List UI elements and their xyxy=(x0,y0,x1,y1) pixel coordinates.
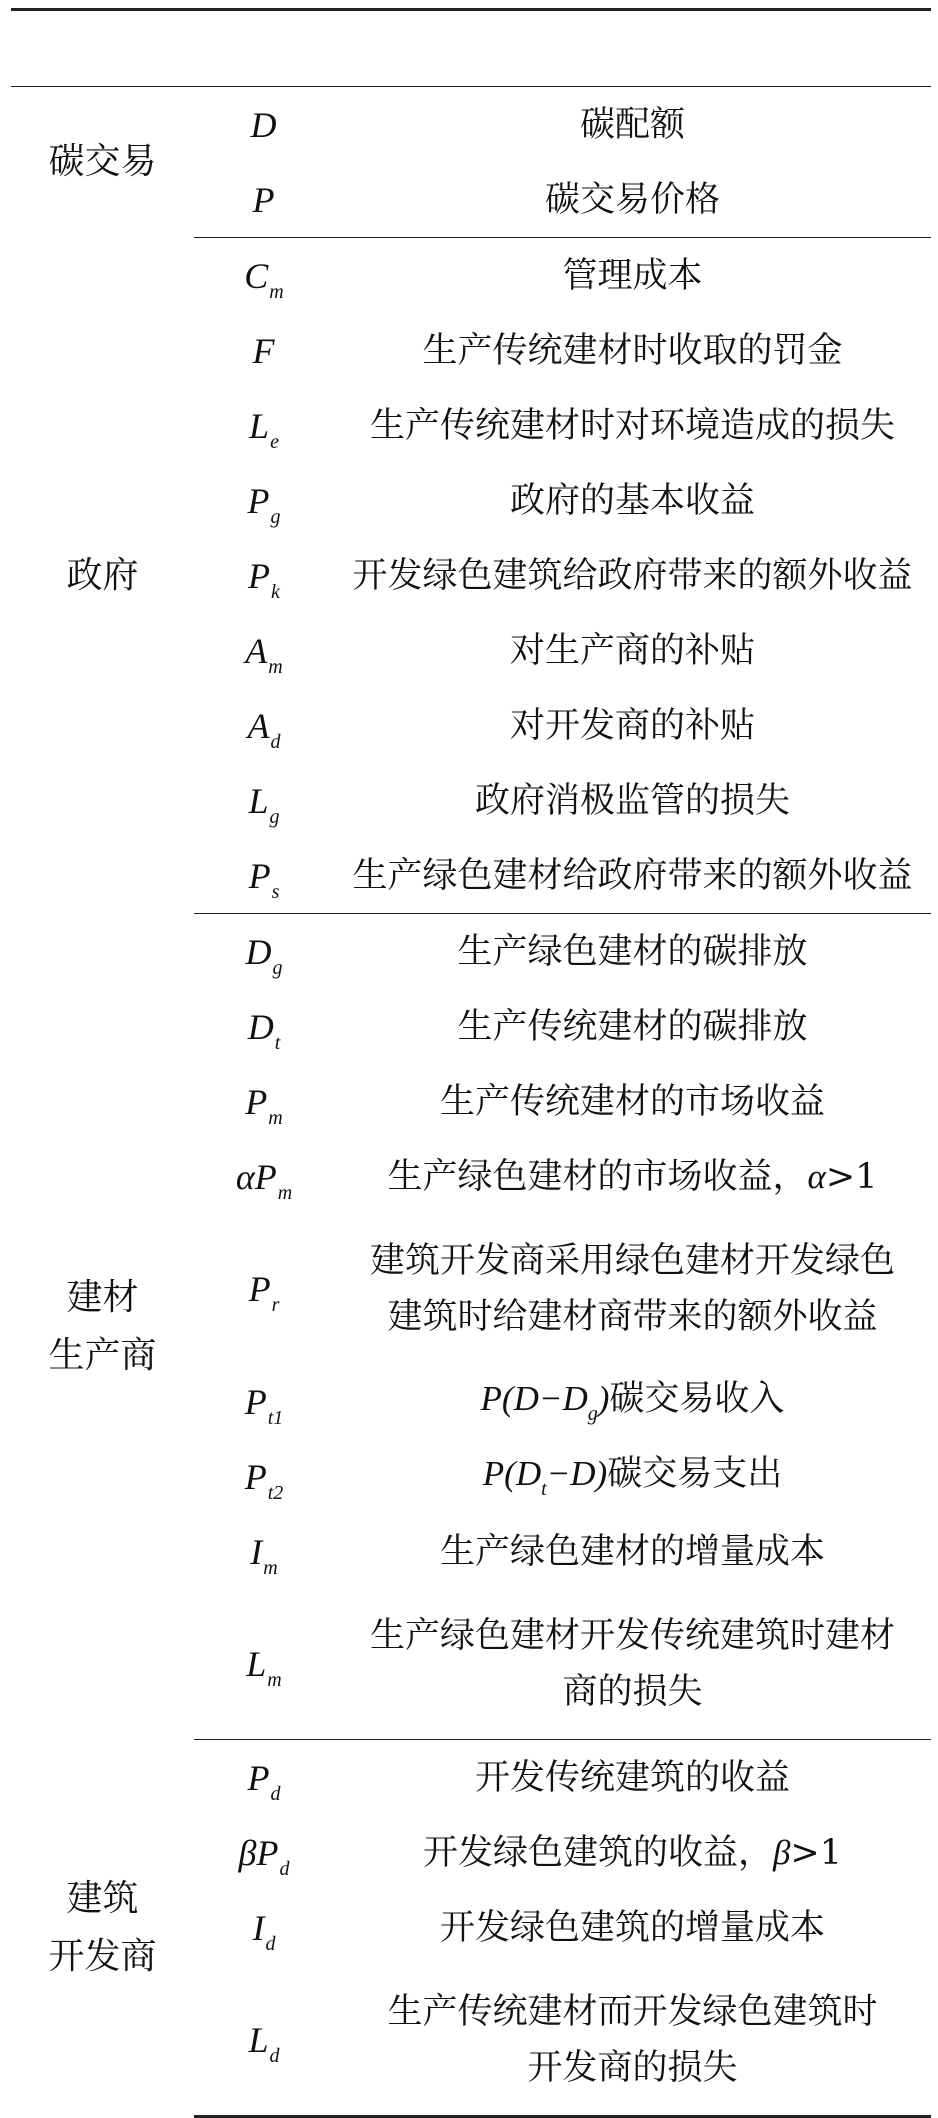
symbol: αP xyxy=(235,1156,277,1197)
header-cell-description xyxy=(334,10,931,87)
symbol-cell xyxy=(194,838,334,914)
parameter-table xyxy=(11,8,931,2118)
symbol-subscript: t1 xyxy=(267,1406,284,1429)
description-line2: 商的损失 xyxy=(562,1672,703,1712)
formula-part: D xyxy=(515,1454,542,1493)
symbol-subscript: k xyxy=(271,580,280,603)
symbol: P xyxy=(244,1381,267,1422)
symbol: D xyxy=(247,1006,274,1047)
description-cell: 生产传统建材时收取的罚金 xyxy=(422,330,843,371)
symbol: D xyxy=(250,104,277,145)
formula xyxy=(482,1454,608,1500)
symbol: D xyxy=(245,931,272,972)
symbol: F xyxy=(252,330,275,371)
group-label-text: 政府 xyxy=(66,554,139,596)
description-cell: 碳配额 xyxy=(579,104,685,145)
description-cell: 对开发商的补贴 xyxy=(509,705,755,746)
header-cell-symbol xyxy=(194,10,334,87)
math-symbol: α xyxy=(807,1156,826,1196)
symbol-subscript: g xyxy=(269,805,280,828)
symbol: βP xyxy=(238,1832,279,1873)
description-cell: 开发绿色建筑给政府带来的额外收益 xyxy=(352,555,913,596)
table-row xyxy=(11,914,931,990)
symbol: P xyxy=(245,1081,268,1122)
symbol-cell xyxy=(194,1364,334,1439)
description-cell xyxy=(334,1439,931,1514)
symbol-cell xyxy=(194,1214,334,1364)
symbol-cell xyxy=(194,1439,334,1514)
symbol-cell xyxy=(194,1740,334,1816)
symbol-subscript: d xyxy=(265,1932,276,1955)
description-cell: 生产绿色建材的碳排放 xyxy=(457,931,808,972)
symbol: P xyxy=(244,1456,267,1497)
description-cell: 生产绿色建材给政府带来的额外收益 xyxy=(334,838,931,914)
math-condition: >1 xyxy=(825,1156,878,1197)
header-cell-group xyxy=(11,10,194,87)
description-text: 生产绿色建材的市场收益， xyxy=(387,1156,808,1197)
formula-part: −D) xyxy=(546,1454,608,1493)
description-text: 开发绿色建筑的收益， xyxy=(422,1832,773,1873)
symbol-subscript: e xyxy=(270,430,279,453)
symbol-cell xyxy=(194,1815,334,1890)
description-line1: 建筑开发商采用绿色建材开发绿色 xyxy=(369,1241,895,1281)
formula-part: P( xyxy=(480,1379,514,1418)
symbol-cell xyxy=(194,238,334,314)
description-cell xyxy=(334,1214,931,1364)
symbol: A xyxy=(245,630,268,671)
symbol: P xyxy=(247,480,270,521)
math-condition: >1 xyxy=(790,1832,843,1873)
description-cell: 对生产商的补贴 xyxy=(509,630,755,671)
symbol-subscript: d xyxy=(279,1857,290,1880)
description-cell: 碳交易价格 xyxy=(334,162,931,238)
symbol: L xyxy=(246,1644,267,1684)
symbol-subscript: m xyxy=(277,1181,293,1204)
formula-part: P( xyxy=(482,1454,516,1493)
description-cell xyxy=(334,1139,931,1214)
symbol-cell xyxy=(194,538,334,613)
description-line2: 建筑时给建材商带来的额外收益 xyxy=(387,1297,878,1337)
symbol: L xyxy=(248,780,269,821)
symbol-cell xyxy=(194,1064,334,1139)
symbol-cell xyxy=(194,313,334,388)
symbol-cell xyxy=(194,1514,334,1589)
symbol-subscript: d xyxy=(270,730,281,753)
symbol-subscript: m xyxy=(268,1106,283,1129)
group-label-developer xyxy=(11,1740,194,2117)
formula-subscript: g xyxy=(587,1403,598,1425)
group-label-line2: 生产商 xyxy=(48,1334,157,1376)
symbol-subscript: m xyxy=(268,655,283,678)
group-label-carbon-trading xyxy=(11,87,194,238)
symbol-cell xyxy=(194,989,334,1064)
symbol-cell xyxy=(194,688,334,763)
symbol-cell xyxy=(194,613,334,688)
description-cell: 开发传统建筑的收益 xyxy=(474,1757,790,1798)
description-cell: 开发绿色建筑的增量成本 xyxy=(439,1907,825,1948)
symbol: L xyxy=(248,2020,269,2060)
description-cell: 生产传统建材的市场收益 xyxy=(439,1081,825,1122)
symbol-subscript: t xyxy=(274,1031,281,1054)
symbol: L xyxy=(249,405,270,446)
symbol: P xyxy=(248,555,271,596)
symbol: P xyxy=(252,179,275,220)
symbol: I xyxy=(252,1907,265,1948)
table-row xyxy=(11,1740,931,1816)
symbol-cell xyxy=(194,1139,334,1214)
group-label-material-producer xyxy=(11,914,194,1740)
description-line1: 生产绿色建材开发传统建筑时建材 xyxy=(369,1616,895,1656)
group-label-text: 碳交易 xyxy=(48,141,157,183)
description-cell: 生产绿色建材的增量成本 xyxy=(439,1531,825,1572)
symbol-subscript: s xyxy=(271,880,280,903)
symbol-cell xyxy=(194,388,334,463)
symbol-cell xyxy=(194,763,334,838)
group-label-line1: 建筑 xyxy=(66,1878,139,1919)
symbol-subscript: m xyxy=(263,1556,278,1579)
formula-subscript: t xyxy=(541,1478,547,1500)
symbol: P xyxy=(248,855,271,896)
description-cell xyxy=(334,1965,931,2117)
formula-part: D−D xyxy=(513,1379,588,1418)
group-label-line1: 建材 xyxy=(66,1276,139,1318)
symbol: P xyxy=(247,1757,270,1798)
description-cell xyxy=(334,1364,931,1439)
description-cell xyxy=(334,1589,931,1740)
table-row xyxy=(11,238,931,314)
group-label-government xyxy=(11,238,194,914)
symbol-subscript: m xyxy=(267,1669,282,1691)
symbol-subscript: r xyxy=(271,1294,280,1316)
symbol-cell xyxy=(194,87,334,163)
table-header-row xyxy=(11,10,931,87)
description-cell: 政府消极监管的损失 xyxy=(474,780,790,821)
formula xyxy=(480,1379,610,1425)
symbol-subscript: t2 xyxy=(267,1481,284,1504)
symbol-cell xyxy=(194,914,334,990)
description-text: 碳交易收入 xyxy=(609,1379,785,1419)
symbol: I xyxy=(250,1531,263,1572)
symbol-subscript: g xyxy=(270,505,281,528)
symbol: P xyxy=(248,1269,271,1309)
symbol: C xyxy=(244,255,269,296)
symbol: A xyxy=(247,705,270,746)
description-line2: 开发商的损失 xyxy=(527,2048,738,2088)
group-label-line2: 开发商 xyxy=(48,1936,157,1977)
symbol-cell xyxy=(194,1965,334,2117)
description-cell: 生产传统建材的碳排放 xyxy=(457,1006,808,1047)
symbol-cell xyxy=(194,162,334,238)
description-line1: 生产传统建材而开发绿色建筑时 xyxy=(387,1992,878,2032)
description-cell: 生产传统建材时对环境造成的损失 xyxy=(369,405,895,446)
description-cell xyxy=(334,1815,931,1890)
symbol-subscript: d xyxy=(270,1782,281,1805)
symbol-cell xyxy=(194,463,334,538)
symbol-subscript: d xyxy=(269,2045,280,2067)
math-symbol: β xyxy=(772,1832,791,1872)
symbol-subscript: m xyxy=(269,280,284,303)
symbol-cell xyxy=(194,1890,334,1965)
symbol-subscript: g xyxy=(272,956,283,979)
table-row xyxy=(11,87,931,163)
description-text: 碳交易支出 xyxy=(607,1454,783,1494)
description-cell: 管理成本 xyxy=(562,255,703,296)
formula-part: ) xyxy=(597,1379,610,1418)
description-cell: 政府的基本收益 xyxy=(509,480,755,521)
symbol-cell xyxy=(194,1589,334,1740)
